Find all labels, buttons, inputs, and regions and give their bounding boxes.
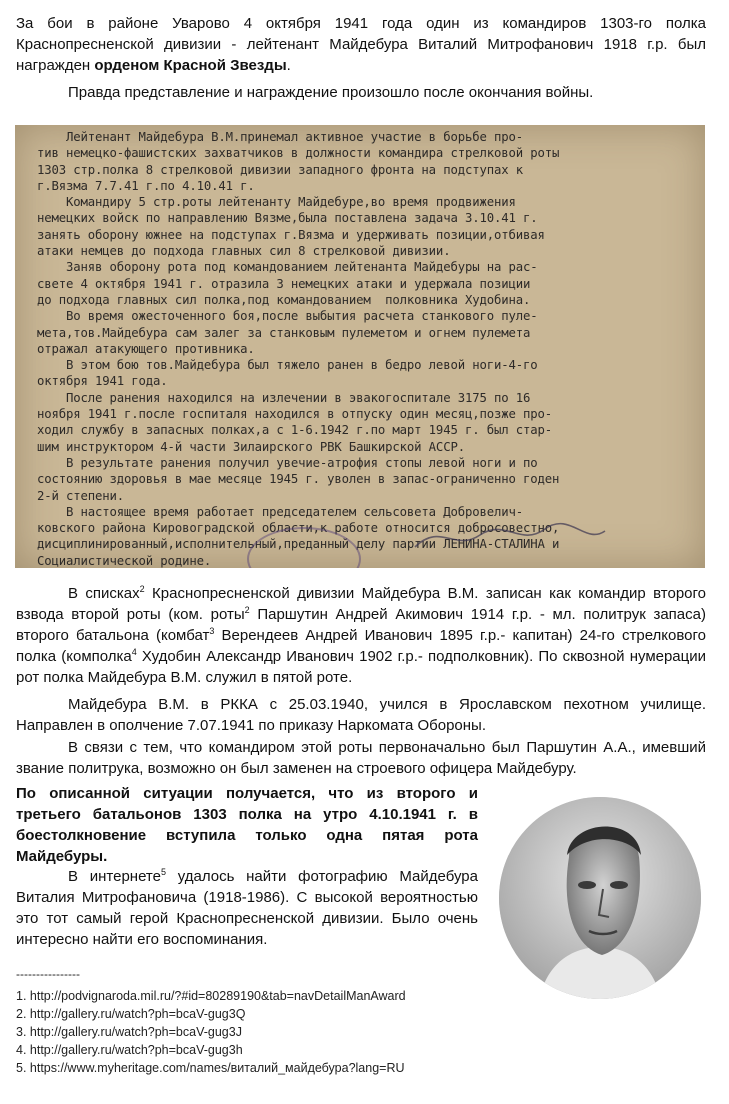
intro-text-end: . bbox=[286, 57, 291, 74]
typewritten-text: Лейтенант Майдебура В.М.принемал активное участие в борьбе про- тив немецко-фашистских захватчиков в должности командира стрелковой роты 1303 стр.полка 8 стрелковой дивизии западного фронта на подступах к г.Вязма 7.7.41 г.по 4.10.41 г. Командиру 5 стр.роты лейтенанту Майдебуре,во время продвижения немецких войск по направлению Вязме,была поставлена задача 3.10.41 г. занять оборону южнее на подступах г.Вязма и удерживать позиции,отбивая атаки немцев до подхода главных сил 8 стрелковой дивизии. Заняв оборону рота под командованием лейтенанта Майдебуры на рас- свете 4 октября 1941 г. отразила 3 немецких атаки и удержала позиции до подхода главных сил полка,под командованием полковника Худобина. Во время ожесточенного боя,после выбытия расчета станкового пуле- мета,тов.Майдебура сам залег за станковым пулеметом и огнем пулемета отражал атакующего противника. В этом бою тов.Майдебура был тяжело ранен в бедро левой ноги-4-го октября 1941 года. После ранения находился на излечении в эвакогоспитале 3175 по 16 ноября 1941 г.после госпиталя находился в отпуску один месяц,позже про- ходил службу в запасных полках,а с 1-6.1942 г.по март 1945 г. был стар- шим инструктором 4-й части Зилаирского РВК Башкирской АССР. В результате ранения получил увечие-атрофия стопы левой ноги и по состоянию здоровья в мае месяце 1945 г. уволен в запас-ограниченно годен 2-й степени. В настоящее время работает председателем сельсовета Добровелич- ковского района Кировоградской области,к работе относится добросовестно, дисциплинированный,исполнительный,преданный делу партии ЛЕНИНА-СТАЛИНА и Социалистической родине. bbox=[37, 130, 560, 568]
bold-conclusion: По описанной ситуации получается, что из второго и третьего батальонов 1303 полка на утро 4.10.1941 г. в боестолкновение вступила только одна пятая рота Майдебуры. bbox=[16, 785, 478, 865]
footnote-link[interactable]: 2. http://gallery.ru/watch?ph=bcaV-gug3Q bbox=[16, 1007, 246, 1021]
signature-scribble bbox=[410, 517, 610, 557]
order-name-bold: орденом Красной Звезды bbox=[94, 57, 287, 74]
footnote-link[interactable]: 5. https://www.myheritage.com/names/виталий_майдебура?lang=RU bbox=[16, 1061, 405, 1075]
award-document-scan bbox=[15, 125, 705, 568]
internet-paragraph: В интернете$^5$ удалось найти фотографию Майдебура Виталия Митрофановича (1918-1986). С высокой вероятностью это тот самый герой Краснопресненской дивизии. Было очень интересно найти его воспоминания. bbox=[16, 867, 478, 948]
parshutin-paragraph: В связи с тем, что командиром этой роты первоначально был Паршутин А.А., имевший звание политрука, возможно он был заменен на строевого офицера Майдебуру. bbox=[16, 739, 706, 777]
footnote-link[interactable]: 1. http://podvignaroda.mil.ru/?#id=80289190&tab=navDetailManAward bbox=[16, 989, 406, 1003]
portrait-photo bbox=[499, 797, 701, 999]
footnotes-list bbox=[16, 987, 406, 1077]
lists-paragraph: В списках$^2$ Краснопресненской дивизии Майдебура В.М. записан как командир второго взвода второй роты (ком. роты$^2$ Паршутин Андрей Акимович 1914 г.р. - мл. политрук запаса) второго батальона (комбат$^3$ Верендеев Андрей Иванович 1895 г.р.- капитан) 24-го стрелкового полка (комполка$^4$ Худобин Александр Иванович 1902 г.р.- подполковник). По сквозной нумерации рот полка Майдебура В.М. служил в пятой роте. bbox=[16, 584, 707, 686]
intro-paragraph bbox=[16, 13, 706, 76]
intro-text: За бои в районе Уварово 4 октября 1941 года один из командиров 1303-го полка Краснопресненской дивизии - лейтенант Майдебура Виталий Митрофанович 1918 г.р. был награжден bbox=[16, 15, 706, 74]
rkka-paragraph: Майдебура В.М. в РККА с 25.03.1940, учился в Ярославском пехотном училище. Направлен в ополчение 7.07.1941 по приказу Наркомата Обороны. bbox=[16, 696, 706, 734]
footnote-link[interactable]: 4. http://gallery.ru/watch?ph=bcaV-gug3h bbox=[16, 1043, 243, 1057]
footnote-link[interactable]: 3. http://gallery.ru/watch?ph=bcaV-gug3J bbox=[16, 1025, 242, 1039]
footnote-separator: ---------------- bbox=[16, 967, 80, 981]
intro-note: Правда представление и награждение произошло после окончания войны. bbox=[68, 84, 594, 101]
